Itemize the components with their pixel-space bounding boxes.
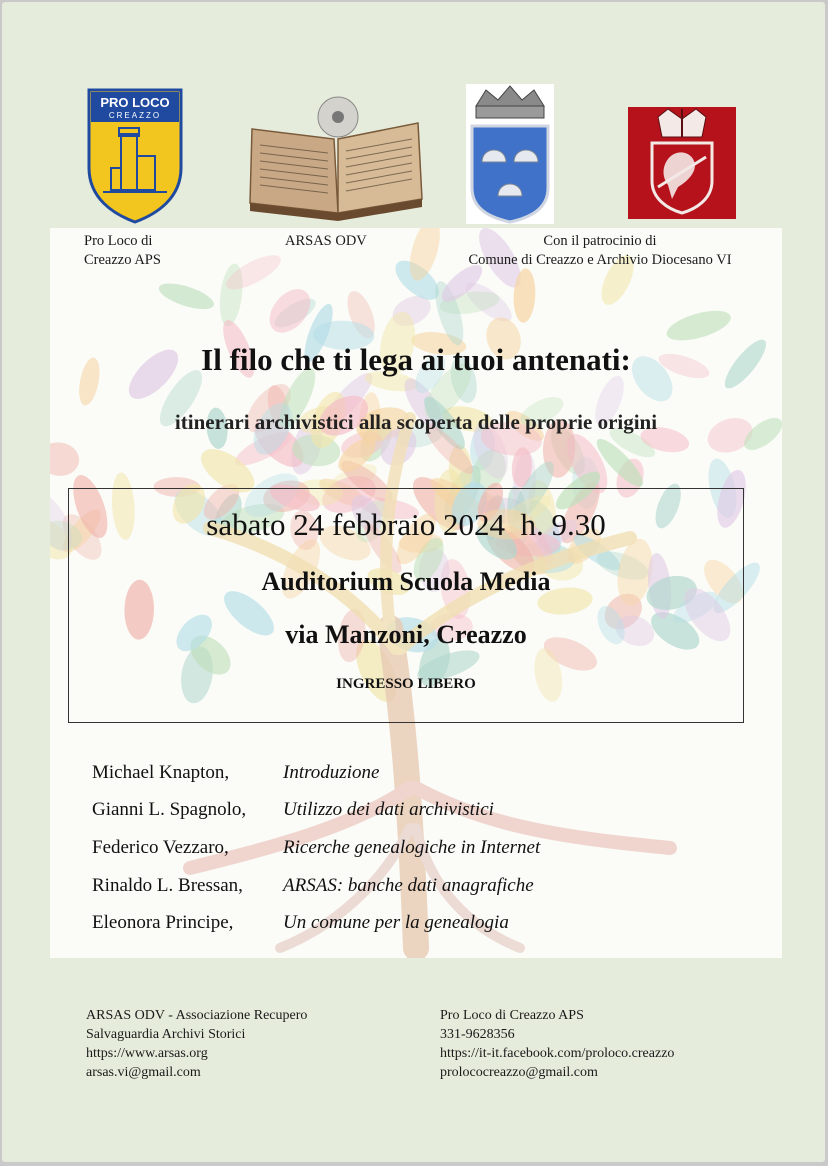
proloco-logo xyxy=(87,88,183,224)
archivio-diocesano-logo xyxy=(628,107,736,219)
arsas-org-name: ARSAS ODV - Associazione Recupero xyxy=(86,1008,308,1023)
program-item xyxy=(92,799,692,825)
diocese-coat-of-arms-icon xyxy=(628,107,736,219)
patronage-caption-line2: Comune di Creazzo e Archivio Diocesano VI xyxy=(468,252,732,268)
proloco-contacts xyxy=(440,1006,674,1082)
arsas-logo xyxy=(246,95,424,225)
comune-coat-of-arms-icon xyxy=(466,84,554,224)
old-manuscript-book-icon xyxy=(246,95,424,225)
speaker-name: Gianni L. Spagnolo, xyxy=(92,799,247,820)
patronage-caption-line1: Con il patrocinio di xyxy=(543,233,657,249)
speaker-name: Rinaldo L. Bressan, xyxy=(92,875,243,896)
event-address: via Manzoni, Creazzo xyxy=(285,620,527,649)
proloco-phone[interactable]: 331-9628356 xyxy=(440,1027,515,1042)
proloco-caption-line1: Pro Loco di xyxy=(84,233,153,249)
arsas-org-name-cont: Salvaguardia Archivi Storici xyxy=(86,1027,246,1042)
program-item xyxy=(92,762,692,788)
event-details-box xyxy=(68,488,744,723)
proloco-caption-line2: Creazzo APS xyxy=(84,252,161,268)
arsas-contacts xyxy=(86,1006,307,1082)
comune-creazzo-logo xyxy=(466,84,554,224)
program-item xyxy=(92,875,692,901)
arsas-website-link[interactable]: https://www.arsas.org xyxy=(86,1046,208,1061)
speaker-name: Federico Vezzaro, xyxy=(92,837,229,858)
speaker-name: Michael Knapton, xyxy=(92,762,230,783)
tower-shield-icon xyxy=(87,88,183,224)
event-date-time: sabato 24 febbraio 2024 h. 9.30 xyxy=(206,507,606,542)
arsas-email-link[interactable]: arsas.vi@gmail.com xyxy=(86,1065,201,1080)
arsas-caption: ARSAS ODV xyxy=(285,233,367,249)
program-item xyxy=(92,912,692,938)
talk-title: Introduzione xyxy=(283,762,380,783)
tree-leaf xyxy=(663,305,733,347)
talk-title: ARSAS: banche dati anagrafiche xyxy=(283,875,534,896)
speaker-name: Eleonora Principe, xyxy=(92,912,234,933)
proloco-caption xyxy=(84,232,161,270)
svg-text:CREAZZO: CREAZZO xyxy=(108,111,162,120)
talk-title: Utilizzo dei dati archivistici xyxy=(283,799,494,820)
event-venue: Auditorium Scuola Media xyxy=(261,567,551,596)
svg-text:PRO LOCO: PRO LOCO xyxy=(100,95,170,110)
tree-leaf xyxy=(156,278,217,314)
event-subtitle: itinerari archivistici alla scoperta delle proprie origini xyxy=(174,410,658,434)
talk-title: Un comune per la genealogia xyxy=(283,912,509,933)
free-entry-label: INGRESSO LIBERO xyxy=(336,676,476,692)
tree-leaf xyxy=(50,440,81,479)
proloco-facebook-link[interactable]: https://it-it.facebook.com/proloco.creazzo xyxy=(440,1046,675,1061)
event-title: Il filo che ti lega ai tuoi antenati: xyxy=(201,342,631,377)
patronage-caption xyxy=(440,232,760,270)
proloco-email-link[interactable]: prolococreazzo@gmail.com xyxy=(440,1065,598,1080)
program-item xyxy=(92,837,692,863)
flyer-sheet xyxy=(2,2,825,1162)
proloco-org-name: Pro Loco di Creazzo APS xyxy=(440,1008,584,1023)
talk-title: Ricerche genealogiche in Internet xyxy=(283,837,541,858)
